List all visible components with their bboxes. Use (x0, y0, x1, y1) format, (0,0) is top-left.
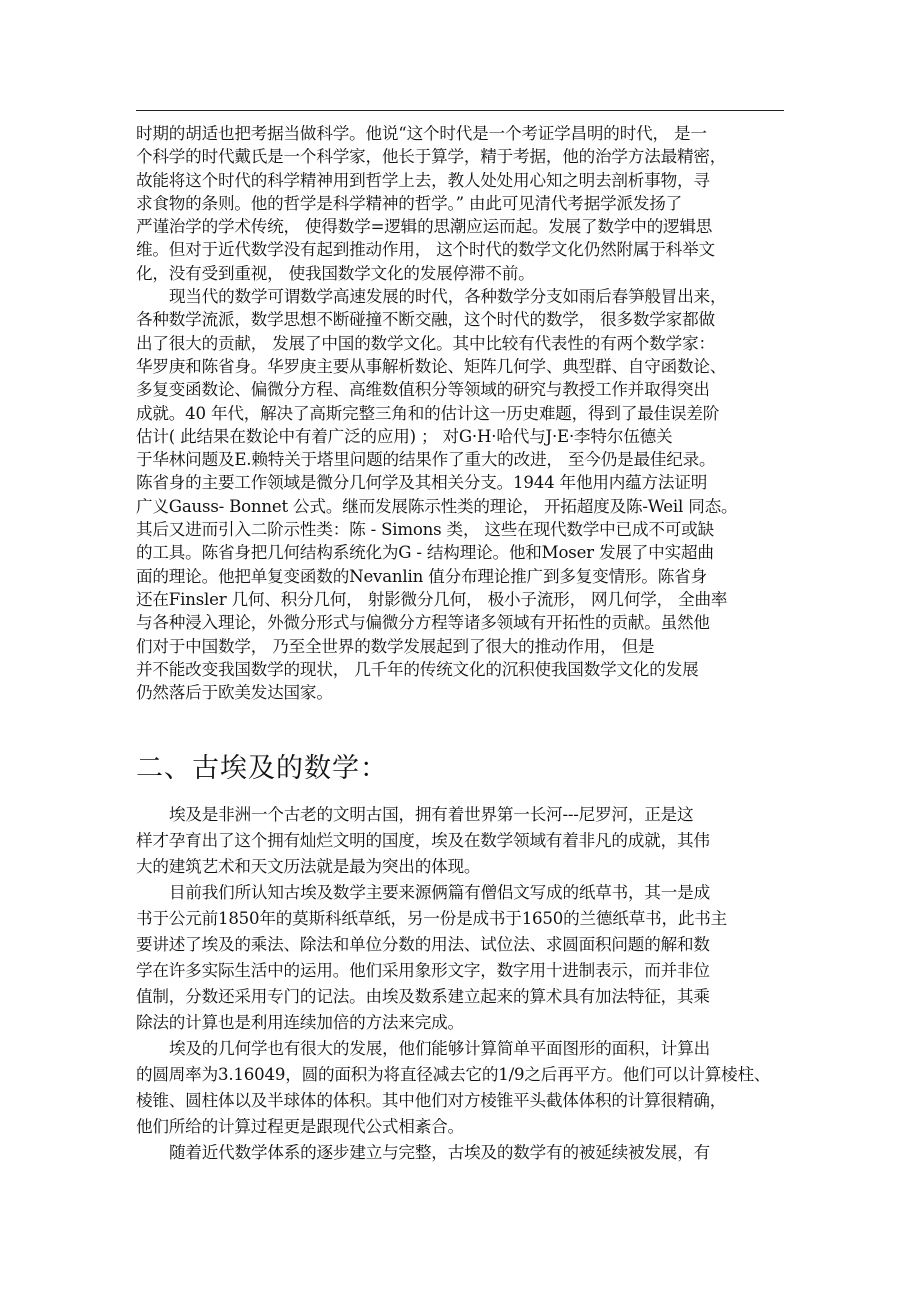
text-line: 时期的胡适也把考据当做科学。他说“这个时代是一个考证学昌明的时代， 是一 (136, 124, 707, 143)
section1-paragraph-1 (136, 122, 786, 285)
text-line: 随着近代数学体系的逐步建立与完整，古埃及的数学有的被延续被发展，有 (169, 1143, 710, 1163)
text-line: 值制，分数还采用专门的记法。由埃及数系建立起来的算术具有加法特征，其乘 (136, 987, 710, 1007)
text-line: 出了很大的贡献， 发展了中国的数学文化。其中比较有代表性的有两个数学家： (136, 333, 715, 353)
text-line: 还在Finsler 几何、积分几何， 射影微分几何， 极小子流形， 网几何学， 全曲率 (136, 589, 728, 609)
text-line: 们对于中国数学， 乃至全世界的数学发展起到了很大的推动作用， 但是 (136, 636, 655, 656)
text-line: 维。但对于近代数学没有起到推动作用， 这个时代的数学文化仍然附属于科举文 (136, 240, 715, 260)
text-line: 并不能改变我国数学的现状， 几千年的传统文化的沉积使我国数学文化的发展 (136, 659, 699, 679)
text-line: 严谨治学的学术传统， 使得数学=逻辑的思潮应运而起。发展了数学中的逻辑思 (136, 217, 713, 237)
text-line: 大的建筑艺术和天文历法就是最为突出的体现。 (136, 857, 481, 877)
text-line: 广义Gauss- Bonnet 公式。继而发展陈示性类的理论， 开拓超度及陈-Weil 同态。 (136, 496, 738, 516)
text-line: 仍然落后于欧美发达国家。 (136, 683, 333, 703)
text-line: 的工具。陈省身把几何结构系统化为G - 结构理论。他和Moser 发展了中实超曲 (136, 543, 714, 563)
header-rule (136, 110, 784, 111)
text-line: 学在许多实际生活中的运用。他们采用象形文字，数字用十进制表示，而并非位 (136, 961, 710, 981)
text-line: 棱锥、圆柱体以及半球体的体积。其中他们对方棱锥平头截体体积的计算很精确， (136, 1091, 727, 1111)
text-line: 与各种浸入理论，外微分形式与偏微分方程等诸多领域有开拓性的贡献。虽然他 (136, 613, 710, 633)
section1-paragraph-2 (136, 285, 786, 704)
text-line: 陈省身的主要工作领域是微分几何学及其相关分支。1944 年他用内蕴方法证明 (136, 473, 708, 493)
text-line: 现当代的数学可谓数学高速发展的时代，各种数学分支如雨后春笋般冒出来， (169, 287, 727, 307)
section-heading: 二、古埃及的数学： (136, 753, 388, 785)
text-line: 其后又进而引入二阶示性类：陈 - Simons 类， 这些在现代数学中已成不可或缺 (136, 520, 714, 540)
text-line: 面的理论。他把单复变函数的Nevanlin 值分布理论推广到多复变情形。陈省身 (136, 566, 707, 586)
section2-paragraph-3 (136, 1036, 786, 1140)
section2-body (136, 802, 786, 1166)
text-line: 于华林问题及E.赖特关于塔里问题的结果作了重大的改进， 至今仍是最佳纪录。 (136, 450, 716, 470)
text-line: 埃及的几何学也有很大的发展，他们能够计算简单平面图形的面积，计算出 (169, 1039, 710, 1059)
text-line: 的圆周率为3.16049，圆的面积为将直径减去它的1/9之后再平方。他们可以计算棱柱、 (136, 1065, 771, 1085)
text-line: 故能将这个时代的科学精神用到哲学上去，教人处处用心知之明去剖析事物，寻 (136, 170, 710, 190)
section2-paragraph-4 (136, 1140, 786, 1166)
document-body (136, 122, 786, 1166)
text-line: 化，没有受到重视， 使我国数学文化的发展停滞不前。 (136, 263, 535, 283)
text-line: 各种数学流派，数学思想不断碰撞不断交融，这个时代的数学， 很多数学家都做 (136, 310, 715, 330)
text-line: 埃及是非洲一个古老的文明古国，拥有着世界第一长河---尼罗河，正是这 (169, 805, 694, 825)
text-line: 华罗庚和陈省身。华罗庚主要从事解析数论、矩阵几何学、典型群、自守函数论、 (136, 356, 727, 376)
text-line: 要讲述了埃及的乘法、除法和单位分数的用法、试位法、求圆面积问题的解和数 (136, 935, 710, 955)
text-line: 样才孕育出了这个拥有灿烂文明的国度，埃及在数学领域有着非凡的成就，其伟 (136, 831, 710, 851)
text-line: 目前我们所认知古埃及数学主要来源俩篇有僧侣文写成的纸草书，其一是成 (169, 883, 710, 903)
section2-paragraph-2 (136, 880, 786, 1036)
text-line: 他们所给的计算过程更是跟现代公式相紊合。 (136, 1117, 464, 1137)
text-line: 成就。40 年代，解决了高斯完整三角和的估计这一历史难题，得到了最佳误差阶 (136, 403, 720, 423)
text-line: 多复变函数论、偏微分方程、高维数值积分等领域的研究与教授工作并取得突出 (136, 380, 710, 400)
text-line: 书于公元前1850年的莫斯科纸草纸，另一份是成书于1650的兰德纸草书，此书主 (136, 909, 728, 929)
section2-paragraph-1 (136, 802, 786, 880)
text-line: 除法的计算也是利用连续加倍的方法来完成。 (136, 1013, 464, 1033)
text-line: 个科学的时代戴氏是一个科学家，他长于算学，精于考据，他的治学方法最精密， (136, 147, 727, 167)
text-line: 求食物的条则。他的哲学是科学精神的哲学。” 由此可见清代考据学派发扬了 (136, 193, 683, 213)
text-line: 估计( 此结果在数论中有着广泛的应用) ； 对G·H·哈代与J·E·李特尔伍德关 (136, 426, 673, 446)
